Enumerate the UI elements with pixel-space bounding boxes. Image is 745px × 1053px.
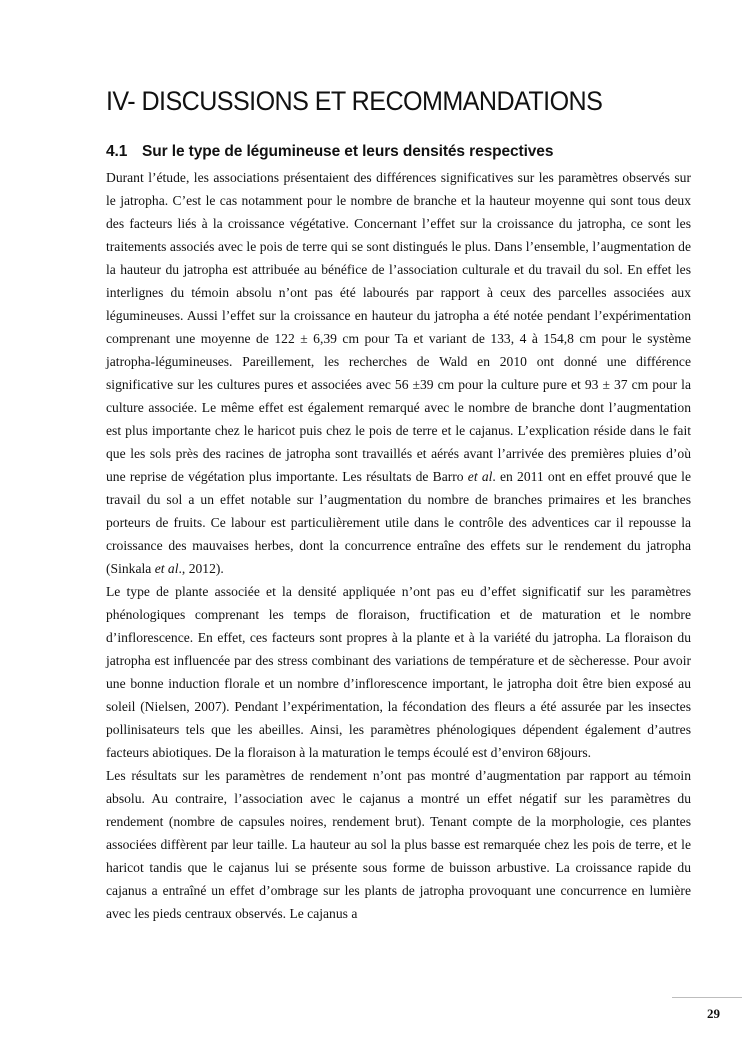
body-paragraph bbox=[106, 580, 691, 764]
body-paragraph bbox=[106, 764, 691, 925]
paragraph-text: Le type de plante associée et la densité appliquée n’ont pas eu d’effet significatif sur les paramètres phénologiques comprenant les temps de floraison, fructification et de maturation et le nombre d’inflorescence. En effet, ces facteurs sont propres à la plante et à la variété du jatropha. La floraison du jatropha est influencée par des stress combinant des variations de température et de sècheresse. Pour avoir une bonne induction florale et un nombre d’inflorescence important, le jatropha doit être bien exposé au soleil (Nielsen, 2007). Pendant l’expérimentation, la fécondation des fleurs a été assurée par les insectes pollinisateurs tels que les abeilles. Ainsi, les paramètres phénologiques dépendent également d’autres facteurs abiotiques. De la floraison à la maturation le temps écoulé est d’environ 68jours. bbox=[106, 584, 691, 760]
page-number: 29 bbox=[707, 1006, 720, 1021]
section-title: Sur le type de légumineuse et leurs densités respectives bbox=[142, 143, 554, 160]
body-paragraph bbox=[106, 166, 691, 580]
paragraph-text: Les résultats sur les paramètres de rendement n’ont pas montré d’augmentation par rapport au témoin absolu. Au contraire, l’association avec le cajanus a montré un effet négatif sur les paramètres du rendement (nombre de capsules noires, rendement brut). Tenant compte de la morphologie, ces plantes associées diffèrent par leur taille. La hauteur au sol la plus basse est remarquée chez les pois de terre, et le haricot tandis que le cajanus lui se présente sous forme de buisson arbustive. La croissance rapide du cajanus a entraîné un effet d’ombrage sur les plants de jatropha provoquant une concurrence en lumière avec les pieds centraux observés. Le cajanus a bbox=[106, 768, 691, 921]
italic-text: et al bbox=[154, 561, 179, 576]
body-text bbox=[106, 166, 691, 925]
chapter-title: IV- DISCUSSIONS ET RECOMMANDATIONS bbox=[106, 86, 603, 116]
section-number: 4.1 bbox=[106, 143, 128, 160]
section-heading bbox=[106, 143, 706, 161]
paragraph-text: ., 2012). bbox=[178, 561, 224, 576]
paragraph-text: Durant l’étude, les associations présentaient des différences significatives sur les paramètres observés sur le jatropha. C’est le cas notamment pour le nombre de branche et la hauteur moyenne qui sont tous deux des facteurs liés à la croissance végétative. Concernant l’effet sur la croissance du jatropha, ce sont les traitements associés avec le pois de terre qui se sont distingués le plus. Dans l’ensemble, l’augmentation de la hauteur du jatropha est attribuée au bénéfice de l’association culturale et du travail du sol. En effet les interlignes du témoin absolu n’ont pas été labourés par rapport à ceux des parcelles associées aux légumineuses. Aussi l’effet sur la croissance en hauteur du jatropha a été notée pendant l’expérimentation comprenant une moyenne de 122 ± 6,39 cm pour Ta et variant de 133, 4 à 154,8 cm pour le système jatropha-légumineuses. Pareillement, les recherches de Wald en 2010 ont donné une différence significative sur les cultures pures et associées avec 56 ±39 cm pour la culture pure et 93 ± 37 cm pour la culture associée. Le même effet est également remarqué avec le nombre de branche dont l’augmentation est plus importante chez le haricot puis chez le pois de terre et le cajanus. L’explication réside dans le fait que les sols près des racines de jatropha sont travaillés et aérés avant l’arrivée des premières pluies d’où une reprise de végétation plus importante. Les résultats de Barro bbox=[106, 170, 691, 484]
footer-divider bbox=[672, 997, 742, 998]
italic-text: et al bbox=[467, 469, 493, 484]
paragraph-text: . en 2011 ont en effet prouvé que le travail du sol a un effet notable sur l’augmentation du nombre de branches primaires et les branches porteurs de fruits. Ce labour est particulièrement utile dans le contrôle des adventices car il repousse la croissance des mauvaises herbes, dont la concurrence entraîne des effets sur le rendement du jatropha (Sinkala bbox=[106, 469, 691, 576]
